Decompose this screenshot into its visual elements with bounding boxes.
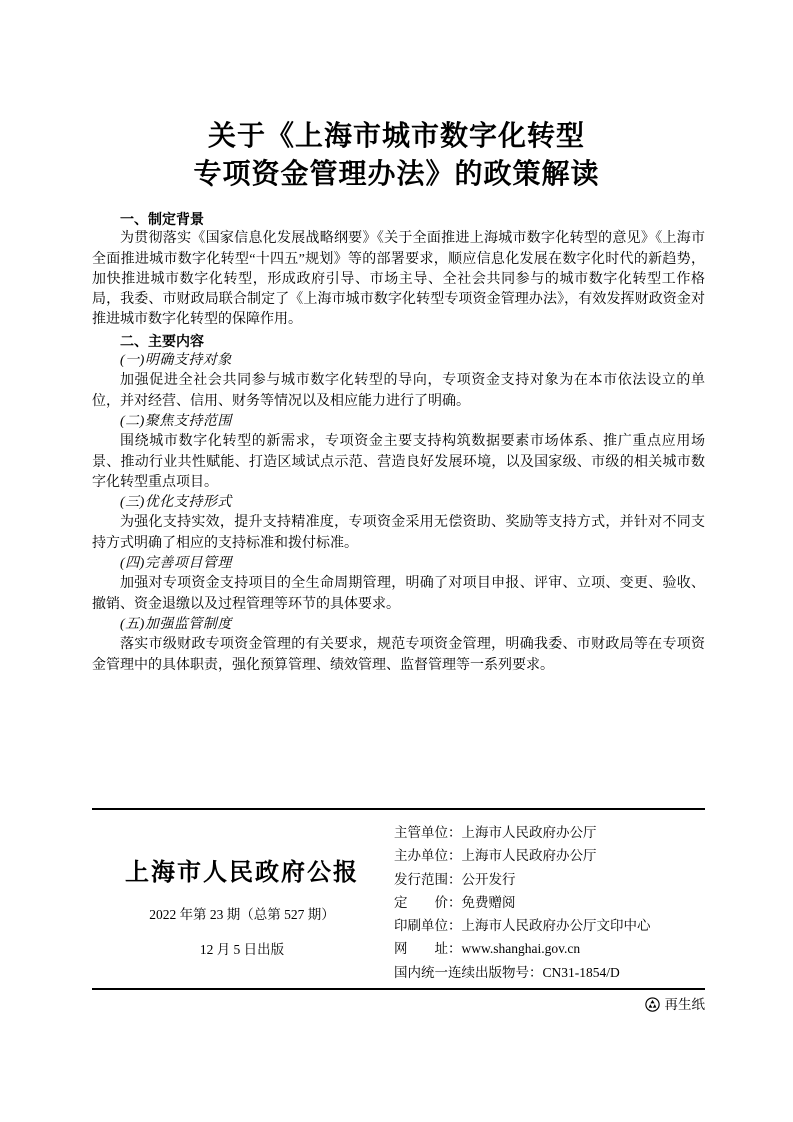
paragraph: 加强促进全社会共同参与城市数字化转型的导向，专项资金支持对象为在本市依法设立的单位，并对经营、信用、财务等情况以及相应能力进行了明确。 [92, 373, 705, 409]
paragraph: 加强对专项资金支持项目的全生命周期管理，明确了对项目申报、评审、立项、变更、验收、撤销、资金退缴以及过程管理等环节的具体要求。 [92, 576, 705, 612]
colophon [92, 808, 705, 1016]
gazette-masthead [92, 810, 392, 988]
paragraph: 落实市级财政专项资金管理的有关要求，规范专项资金管理，明确我委、市财政局等在专项资金管理中的具体职责，强化预算管理、绩效管理、监督管理等一系列要求。 [92, 637, 705, 673]
detail-label: 主办单位： [394, 848, 462, 864]
section-heading: 二、主要内容 [120, 332, 204, 349]
detail-row-supervisor [394, 821, 705, 844]
colophon-columns [92, 810, 705, 990]
detail-value: 上海市人民政府办公厅文印中心 [461, 918, 651, 934]
detail-label: 发行范围： [394, 871, 462, 887]
detail-row-price [394, 891, 705, 914]
gazette-issue: 2022 年第 23 期（总第 527 期） [149, 907, 335, 922]
sub-heading: (三)优化支持形式 [120, 495, 232, 511]
detail-label: 主管单位： [394, 825, 462, 840]
detail-label: 印刷单位： [394, 918, 462, 934]
gazette-publish-date: 12 月 5 日出版 [199, 942, 285, 957]
detail-row-issn [394, 961, 705, 984]
detail-row-organizer [394, 844, 705, 867]
publication-details [392, 810, 705, 988]
recycle-row [92, 997, 705, 1016]
document-body [0, 209, 793, 676]
detail-value: 上海市人民政府办公厅 [461, 825, 597, 840]
detail-row-website [394, 937, 705, 960]
detail-label: 国内统一连续出版物号： [394, 964, 543, 980]
document-title [0, 0, 793, 193]
sub-heading: (二)聚焦支持范围 [120, 413, 232, 429]
paragraph: 围绕城市数字化转型的新需求，专项资金主要支持构筑数据要素市场体系、推广重点应用场景、推动行业共性赋能、打造区域试点示范、营造良好发展环境，以及国家级、市级的相关城市数字化转型重点项目。 [92, 434, 705, 490]
sub-heading: (五)加强监管制度 [120, 616, 232, 632]
detail-row-distribution [394, 868, 705, 891]
detail-label: 网 址： [394, 941, 462, 957]
document-title-line1: 关于《上海市城市数字化转型 [207, 120, 585, 151]
detail-value: 上海市人民政府办公厅 [461, 848, 597, 864]
recycle-label: 再生纸 [664, 997, 705, 1012]
sub-heading: (四)完善项目管理 [120, 556, 232, 572]
detail-row-printer [394, 914, 705, 937]
paragraph: 为强化支持实效，提升支持精准度，专项资金采用无偿资助、奖励等支持方式，并针对不同支持方式明确了相应的支持标准和拨付标准。 [92, 515, 705, 551]
detail-value: www.shanghai.gov.cn [461, 941, 581, 957]
recycle-icon [645, 997, 660, 1016]
sub-heading: (一)明确支持对象 [120, 353, 232, 369]
gazette-title: 上海市人民政府公报 [125, 860, 359, 886]
paragraph: 为贯彻落实《国家信息化发展战略纲要》《关于全面推进上海城市数字化转型的意见》《上海市全面推进城市数字化转型“十四五”规划》等的部署要求，顺应信息化发展在数字化时代的新趋势，加快推进城市数字化转型，形成政府引导、市场主导、全社会共同参与的城市数字化转型工作格局，我委、市财政局联合制定了《上海市城市数字化转型专项资金管理办法》，有效发挥财政资金对推进城市数字化转型的保障作用。 [92, 231, 705, 328]
detail-value: 公开发行 [461, 871, 516, 887]
detail-label: 定 价： [394, 894, 462, 910]
document-title-line2: 专项资金管理办法》的政策解读 [193, 158, 600, 189]
section-heading: 一、制定背景 [120, 211, 204, 227]
detail-value: 免费赠阅 [461, 894, 516, 910]
detail-value: CN31-1854/D [542, 964, 620, 980]
